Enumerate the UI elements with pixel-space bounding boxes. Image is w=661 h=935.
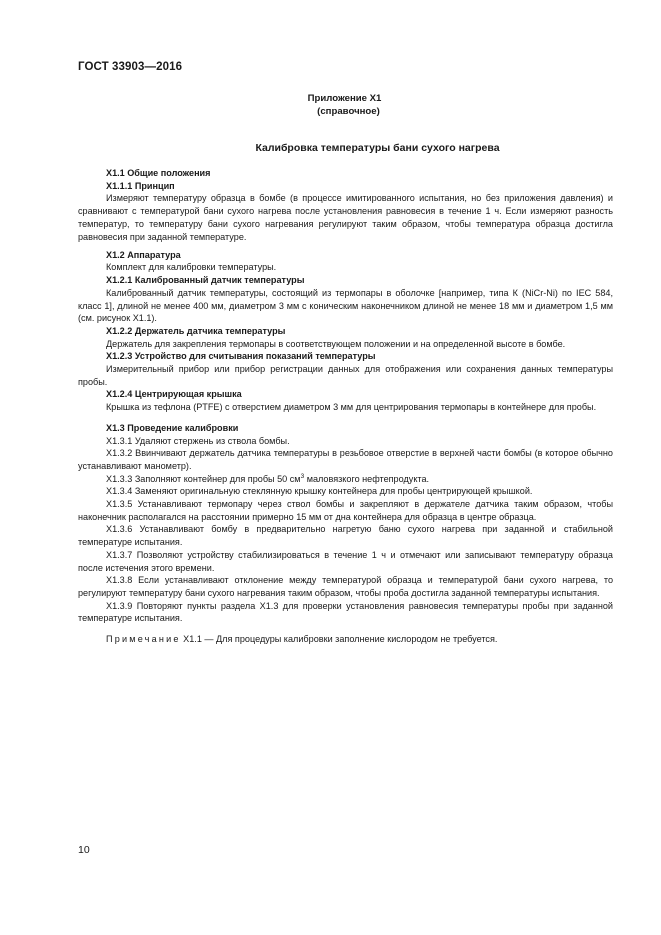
paragraph-x1-3-8: X1.3.8 Если устанавливают отклонение между температурой образца и температурой бани сухого нагрева, то регулируют температуру бани сухого нагревания таким образом, чтобы проба достигла заданной температуры испытания. — [78, 575, 613, 598]
heading-x1-2-2: X1.2.2 Держатель датчика температуры — [106, 325, 286, 336]
x1-3-3-text-b: маловязкого нефтепродукта. — [304, 473, 430, 484]
page-number: 10 — [78, 844, 90, 856]
paragraph-cap: Крышка из тефлона (PTFE) с отверстием диаметром 3 мм для центрирования термопары в контейнере для пробы. — [106, 402, 597, 413]
section-title: Калибровка температуры бани сухого нагрева — [255, 142, 500, 154]
paragraph-x1-3-5: X1.3.5 Устанавливают термопару через ствол бомбы и закрепляют в держателе датчика таким образом, чтобы наконечник располагался на расстоянии примерно 15 мм от дна контейнера для образца в центре образца. — [78, 499, 613, 522]
x1-3-3-superscript: 3 — [300, 472, 305, 480]
note-text: X1.1 — Для процедуры калибровки заполнение кислородом не требуется. — [180, 634, 498, 645]
note-label: Примечание — [106, 634, 181, 645]
paragraph-x1-3-4: X1.3.4 Заменяют оригинальную стеклянную крышку контейнера для пробы центрирующей крышкой. — [106, 486, 533, 497]
heading-x1-2-1: X1.2.1 Калиброванный датчик температуры — [106, 275, 305, 286]
paragraph-sensor: Калиброванный датчик температуры, состоящий из термопары в оболочке [например, типа К (NiCr-Ni) по IEC 584, класс 1], длиной не менее 400 мм, диаметром 3 мм с коническим наконечником длиной не менее 18 мм и диаметром 1,5 мм (см. рисунок X1.1). — [78, 287, 613, 324]
paragraph-x1-3-9: X1.3.9 Повторяют пункты раздела X1.3 для проверки установления равновесия температуры пробы при заданной температуре испытания. — [78, 600, 613, 624]
annex-subtitle: (справочное) — [317, 106, 380, 117]
note — [78, 633, 613, 646]
heading-x1-1: X1.1 Общие положения — [106, 168, 211, 178]
paragraph-x1-3-1: X1.3.1 Удаляют стержень из ствола бомбы. — [106, 435, 290, 446]
paragraph-apparatus: Комплект для калибровки температуры. — [106, 262, 277, 273]
annex-heading — [0, 92, 661, 118]
heading-x1-2-4: X1.2.4 Центрирующая крышка — [106, 389, 242, 400]
paragraph-x1-3-2: X1.3.2 Ввинчивают держатель датчика температуры в резьбовое отверстие в верхней части бомбы (в которое обычно устанавливают манометр). — [78, 448, 613, 471]
document-header: ГОСТ 33903—2016 — [78, 61, 183, 73]
paragraph-x1-3-3 — [78, 473, 613, 486]
heading-x1-1-1: X1.1.1 Принцип — [106, 180, 175, 191]
heading-x1-2-3: X1.2.3 Устройство для считывания показаний температуры — [106, 351, 376, 362]
paragraph-x1-3-6: X1.3.6 Устанавливают бомбу в предварительно нагретую баню сухого нагрева при заданной и стабильной температуре испытания. — [78, 524, 613, 548]
paragraph-reader: Измерительный прибор или прибор регистрации данных для отображения или сохранения данных температуры пробы. — [78, 364, 613, 387]
paragraph-x1-3-7: X1.3.7 Позволяют устройству стабилизироваться в течение 1 ч и отмечают или записывают температуру образца после истечения этого времени. — [78, 549, 613, 573]
heading-x1-2: X1.2 Аппаратура — [106, 249, 181, 260]
heading-x1-3: X1.3 Проведение калибровки — [106, 422, 239, 433]
document-body — [78, 167, 613, 646]
paragraph-holder: Держатель для закрепления термопары в соответствующем положении и на определенной высоте в бомбе. — [106, 338, 566, 349]
annex-title: Приложение X1 — [307, 93, 382, 104]
x1-3-3-text-a: X1.3.3 Заполняют контейнер для пробы 50 см — [106, 473, 301, 484]
paragraph-principle: Измеряют температуру образца в бомбе (в процессе имитированного испытания, но без приложения давления) и сравнивают с температурой бани сухого нагрева после установления равновесия в течение 1 ч. Если измеряют разность температур, то температуру бани сухого нагревания регулируют таким образом, чтобы температура образца достигла равновесия при заданной температуре. — [78, 193, 613, 242]
